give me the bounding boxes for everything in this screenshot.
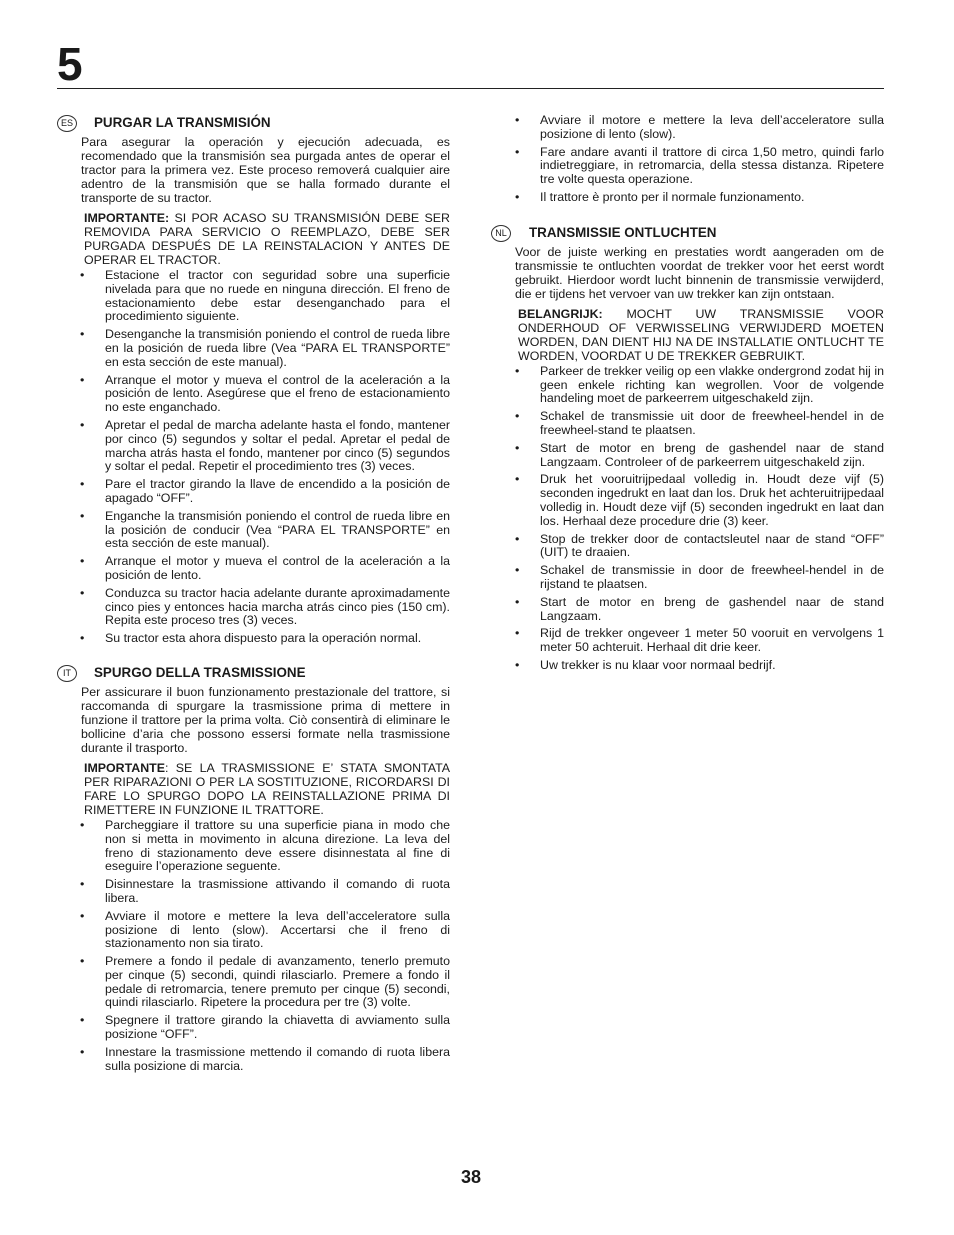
steps-list-es <box>57 269 450 646</box>
list-item: • Su tractor esta ahora dispuesto para la operación normal. <box>80 631 422 646</box>
important-text-es: SI POR ACASO SU TRANSMISIÓN DEBE SER REMOVIDA PARA SERVICIO O REEMPLAZO, DEBE SER PURGADA DESPUÉS DE LA REINSTALACION Y ANTES DE OPERAR EL TRACTOR. <box>84 211 450 267</box>
section-intro-nl: Voor de juiste werking en prestaties wordt aangeraden om de transmissie te ontluchten voordat de trekker voor het eerst wordt gebruikt. Hierdoor wordt lucht binnenin de transmissie verwijderd, die er tijdens het vervoer van uw trekker kan zijn ontstaan. <box>515 244 884 301</box>
section-it <box>57 663 450 1074</box>
list-item: • Arranque el motor y mueva el control de la aceleración a la posición de lento. Asegúrese que el freno de estacionamiento no este enganchado. <box>80 372 450 415</box>
list-item: • Parkeer de trekker veilig op een vlakke ondergrond zodat hij in geen enkele richting kan wegrollen. Voor de volgende handeling moet de parkeerrem uitgeschakeld zijn. <box>515 363 884 406</box>
list-item: • Conduzca su tractor hacia adelante durante aproximadamente cinco pies y entonces hacia marcha atrás cinco pies (150 cm). Repita este proceso tres (3) veces. <box>80 585 450 628</box>
section-nl <box>495 223 884 673</box>
section-title-es: PURGAR LA TRANSMISIÓN <box>94 115 271 130</box>
steps-list-it <box>57 819 450 1074</box>
left-column <box>57 113 450 1077</box>
page-number: 38 <box>461 1167 482 1187</box>
list-item: • Rijd de trekker ongeveer 1 meter 50 vooruit en vervolgens 1 meter 50 achteruit. Herhaal dit drie keer. <box>515 626 884 655</box>
header-rule <box>57 88 884 89</box>
right-column <box>495 113 884 677</box>
list-item: • Desenganche la transmisión poniendo el control de rueda libre en la posición de rueda libre (Vea “PARA EL TRANSPORTE” en esta sección de este manual). <box>80 327 450 369</box>
list-item: • Avviare il motore e mettere la leva dell’acceleratore sulla posizione di lento (slow). <box>515 113 884 141</box>
list-item: • Schakel de transmissie in door de freewheel-hendel in de rijstand te plaatsen. <box>515 563 884 591</box>
steps-list-nl <box>515 365 884 673</box>
list-item: • Premere a fondo il pedale di avanzamento, tenerlo premuto per cinque (5) secondi, quindi rilasciarlo. Premere a fondo il pedale di retromarcia, tenere premuto per cinque (5) secondi, quindi rilasciarlo. Ripetere la procedura per tre (3) volte. <box>80 954 450 1010</box>
steps-list-it-continued <box>515 114 884 205</box>
important-note-es <box>57 211 450 267</box>
list-item: • Il trattore è pronto per il normale funzionamento. <box>515 189 805 204</box>
important-text-nl: MOCHT UW TRANSMISSIE VOOR ONDERHOUD OF VERWISSELING VERWIJDERD MOETEN WORDEN, DAN DIENT HIJ NA DE INSTALLATIE ONTLUCHT TE WORDEN, VOORDAT U DE TREKKER GEBRUIKT. <box>518 306 884 363</box>
important-text-it: : SE LA TRASMISSIONE E’ STATA SMONTATA PER RIPARAZIONI O PER LA SOSTITUZIONE, RICORDARSI DI FARE LO SPURGO DOPO LA REINSTALLAZIONE PRIMA DI RIMETTERE IN FUNZIONE IL TRATTORE. <box>84 760 450 817</box>
list-item: • Enganche la transmisión poniendo el control de rueda libre en la posición de conducir (Vea “PARA EL TRANSPORTE” en esta sección de este manual). <box>80 508 450 551</box>
list-item: • Druk het vooruitrijpedaal volledig in. Houdt deze vijf (5) seconden ingedrukt en laat dan los. Druk het achteruitrijpedaal volledig in. Houdt deze vijf (5) seconden ingedrukt en laat dan los. Herhaal deze procedure drie (3) keer. <box>515 472 884 528</box>
list-item: • Start de motor en breng de gashendel naar de stand Langzaam. Controleer of de parkeerrem uitgeschakeld zijn. <box>515 440 884 469</box>
list-item: • Arranque el motor y mueva el control de la aceleración a la posición de lento. <box>80 554 450 582</box>
important-note-it <box>57 761 450 817</box>
language-badge-es: ES <box>57 115 77 132</box>
list-item: • Parcheggiare il trattore su una superficie piana in modo che non si metta in movimento in alcuna direzione. La leva del freno di stazionamento deve essere disinnestata al fine di eseguire l’operazione seguente. <box>80 817 450 874</box>
list-item: • Apretar el pedal de marcha adelante hasta el fondo, mantener por cinco (5) segundos y soltar el pedal. Apretar el pedal de marcha atrás hasta el fondo, mantener por cinco (5) segundos y soltar el pedal. Repetir el procedimiento tres (3) veces. <box>80 417 450 474</box>
list-item: • Disinnestare la trasmissione attivando il comando di ruota libera. <box>80 877 450 905</box>
section-intro-es: Para asegurar la operación y ejecución adecuada, es recomendado que la transmisión sea purgada antes de operar el tractor para la primera vez. Este proceso removerá cualquier aire adentro de la transmisión que se halla formado durante el transporte de su tractor. <box>81 135 450 205</box>
important-label-nl: BELANGRIJK: <box>518 306 603 321</box>
list-item: • Avviare il motore e mettere la leva dell’acceleratore sulla posizione di lento (slow). Accertarsi che il freno di stazionamento non sia tirato. <box>80 908 450 951</box>
list-item: • Pare el tractor girando la llave de encendido a la posición de apagado “OFF”. <box>80 477 450 505</box>
list-item: • Uw trekker is nu klaar voor normaal bedrijf. <box>515 657 776 672</box>
section-es <box>57 113 450 646</box>
list-item: • Innestare la trasmissione mettendo il comando di ruota libera sulla posizione di marcia. <box>80 1044 450 1073</box>
list-item: • Stop de trekker door de contactsleutel naar de stand “OFF” (UIT) te draaien. <box>515 531 884 560</box>
list-item: • Spegnere il trattore girando la chiavetta di avviamento sulla posizione “OFF”. <box>80 1013 450 1042</box>
section-title-it: SPURGO DELLA TRASMISSIONE <box>94 664 306 680</box>
list-item: • Fare andare avanti il trattore di circa 1,50 metro, quindi farlo indietreggiare, in retromarcia, della stessa distanza. Ripetere tre volte questa operazione. <box>515 144 884 187</box>
list-item: • Estacione el tractor con seguridad sobre una superficie nivelada para que no ruede en ninguna dirección. El freno de estacionamiento debe estar desenganchado para el procedimiento siguiente. <box>80 268 450 324</box>
list-item: • Start de motor en breng de gashendel naar de stand Langzaam. <box>515 594 884 623</box>
chapter-number: 5 <box>57 38 83 90</box>
section-title-nl: TRANSMISSIE ONTLUCHTEN <box>529 224 717 240</box>
language-badge-it: IT <box>57 665 77 682</box>
section-intro-it: Per assicurare il buon funzionamento prestazionale del trattore, si raccomanda di spurgare la trasmissione prima di mettere in funzione il trattore per la prima volta. Ciò consentirà di eliminare le bollicine d’aria che possono essersi formate nella trasmissione durante il trasporto. <box>81 684 450 755</box>
list-item: • Schakel de transmissie uit door de freewheel-hendel in de freewheel-stand te plaatsen. <box>515 409 884 437</box>
important-label-it: IMPORTANTE <box>84 760 165 775</box>
important-label-es: IMPORTANTE: <box>84 211 170 225</box>
important-note-nl <box>515 307 884 363</box>
language-badge-nl: NL <box>491 225 511 242</box>
